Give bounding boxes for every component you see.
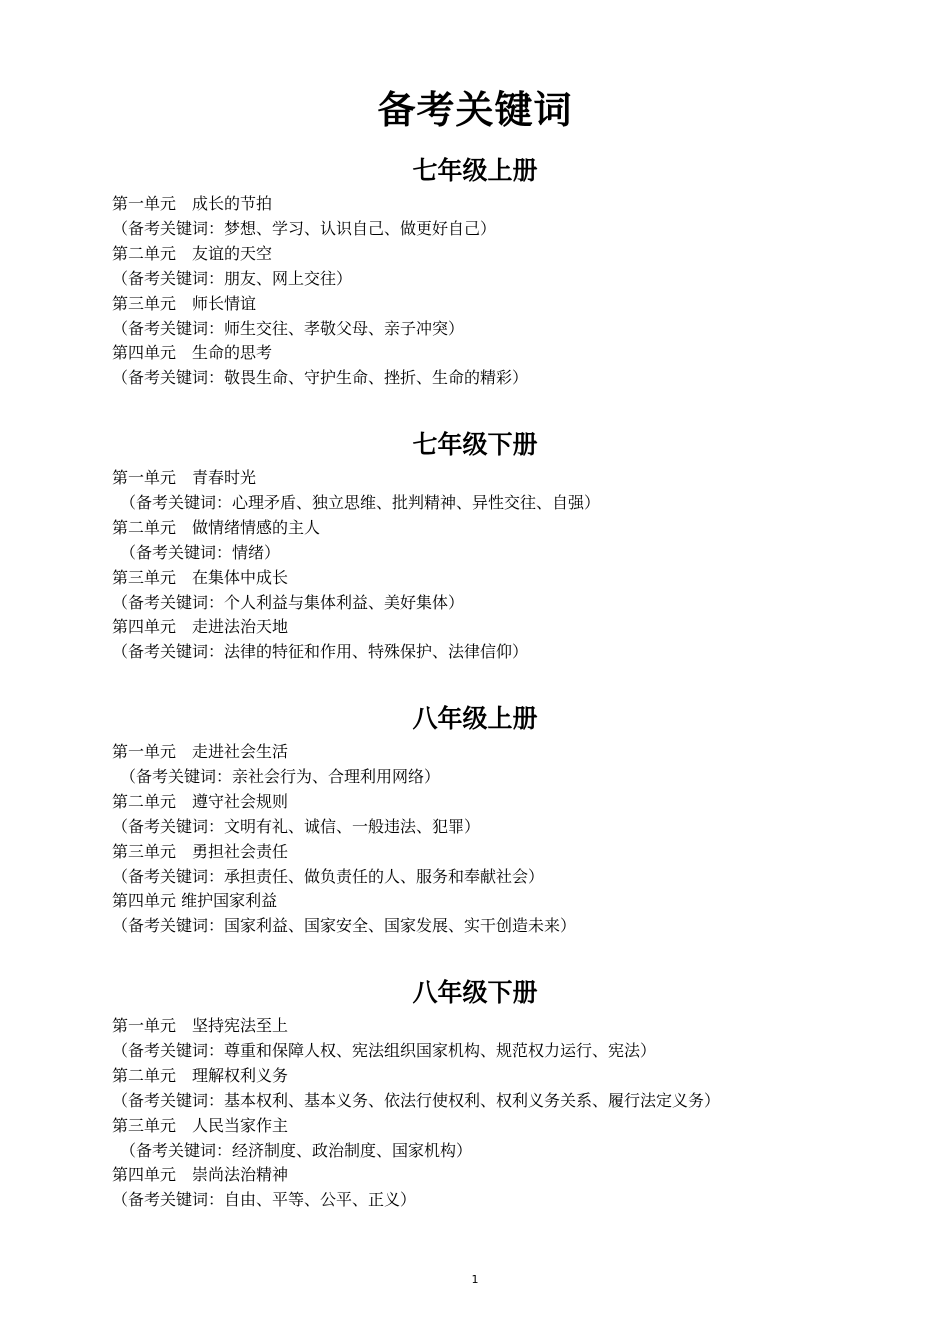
- section-heading: 七年级下册: [412, 430, 538, 459]
- unit-title: 第四单元 维护国家利益: [112, 891, 278, 911]
- unit-title: 第三单元 勇担社会责任: [112, 841, 289, 861]
- unit-title: 第四单元 走进法治天地: [112, 617, 289, 637]
- section-grade7-vol1: [112, 154, 872, 391]
- unit-keywords: （备考关键词：基本权利、基本义务、依法行使权利、权利义务关系、履行法定义务）: [112, 1090, 721, 1110]
- unit-keywords: （备考关键词：敬畏生命、守护生命、挫折、生命的精彩）: [112, 368, 529, 388]
- unit-keywords: （备考关键词：自由、平等、公平、正义）: [112, 1190, 417, 1210]
- section-grade8-vol2: [112, 976, 872, 1213]
- unit-title: 第三单元 在集体中成长: [112, 567, 289, 587]
- unit-keywords: （备考关键词：朋友、网上交往）: [112, 268, 353, 288]
- unit-keywords: （备考关键词：尊重和保障人权、宪法组织国家机构、规范权力运行、宪法）: [112, 1040, 657, 1060]
- section-heading: 七年级上册: [412, 156, 538, 185]
- unit-keywords: （备考关键词：师生交往、孝敬父母、亲子冲突）: [112, 318, 465, 338]
- unit-title: 第四单元 生命的思考: [112, 343, 273, 363]
- unit-title: 第二单元 做情绪情感的主人: [112, 517, 321, 537]
- unit-keywords: （备考关键词：国家利益、国家安全、国家发展、实干创造未来）: [112, 916, 577, 936]
- unit-keywords: （备考关键词：经济制度、政治制度、国家机构）: [120, 1140, 473, 1160]
- unit-keywords: （备考关键词：法律的特征和作用、特殊保护、法律信仰）: [112, 642, 529, 662]
- document-title: 备考关键词: [377, 88, 573, 132]
- section-grade8-vol1: [112, 702, 872, 939]
- unit-keywords: （备考关键词：心理矛盾、独立思维、批判精神、异性交往、自强）: [120, 492, 601, 512]
- unit-title: 第一单元 坚持宪法至上: [112, 1016, 289, 1035]
- unit-title: 第一单元 成长的节拍: [112, 194, 273, 213]
- unit-keywords: （备考关键词：承担责任、做负责任的人、服务和奉献社会）: [112, 866, 545, 886]
- unit-title: 第二单元 理解权利义务: [112, 1065, 289, 1085]
- unit-title: 第四单元 崇尚法治精神: [112, 1165, 289, 1185]
- page-number: 1: [471, 1273, 479, 1286]
- unit-keywords: （备考关键词：情绪）: [120, 542, 281, 562]
- section-heading: 八年级下册: [412, 978, 538, 1007]
- unit-keywords: （备考关键词：文明有礼、诚信、一般违法、犯罪）: [112, 816, 481, 836]
- unit-title: 第二单元 友谊的天空: [112, 243, 273, 263]
- unit-keywords: （备考关键词：亲社会行为、合理利用网络）: [120, 766, 441, 786]
- unit-keywords: （备考关键词：梦想、学习、认识自己、做更好自己）: [112, 218, 497, 238]
- section-grade7-vol2: [112, 428, 872, 665]
- unit-title: 第三单元 师长情谊: [112, 293, 257, 313]
- unit-title: 第三单元 人民当家作主: [112, 1115, 289, 1135]
- unit-title: 第一单元 走进社会生活: [112, 742, 289, 761]
- unit-keywords: （备考关键词：个人利益与集体利益、美好集体）: [112, 592, 465, 612]
- unit-title: 第二单元 遵守社会规则: [112, 791, 289, 811]
- section-heading: 八年级上册: [412, 704, 538, 733]
- unit-title: 第一单元 青春时光: [112, 468, 257, 487]
